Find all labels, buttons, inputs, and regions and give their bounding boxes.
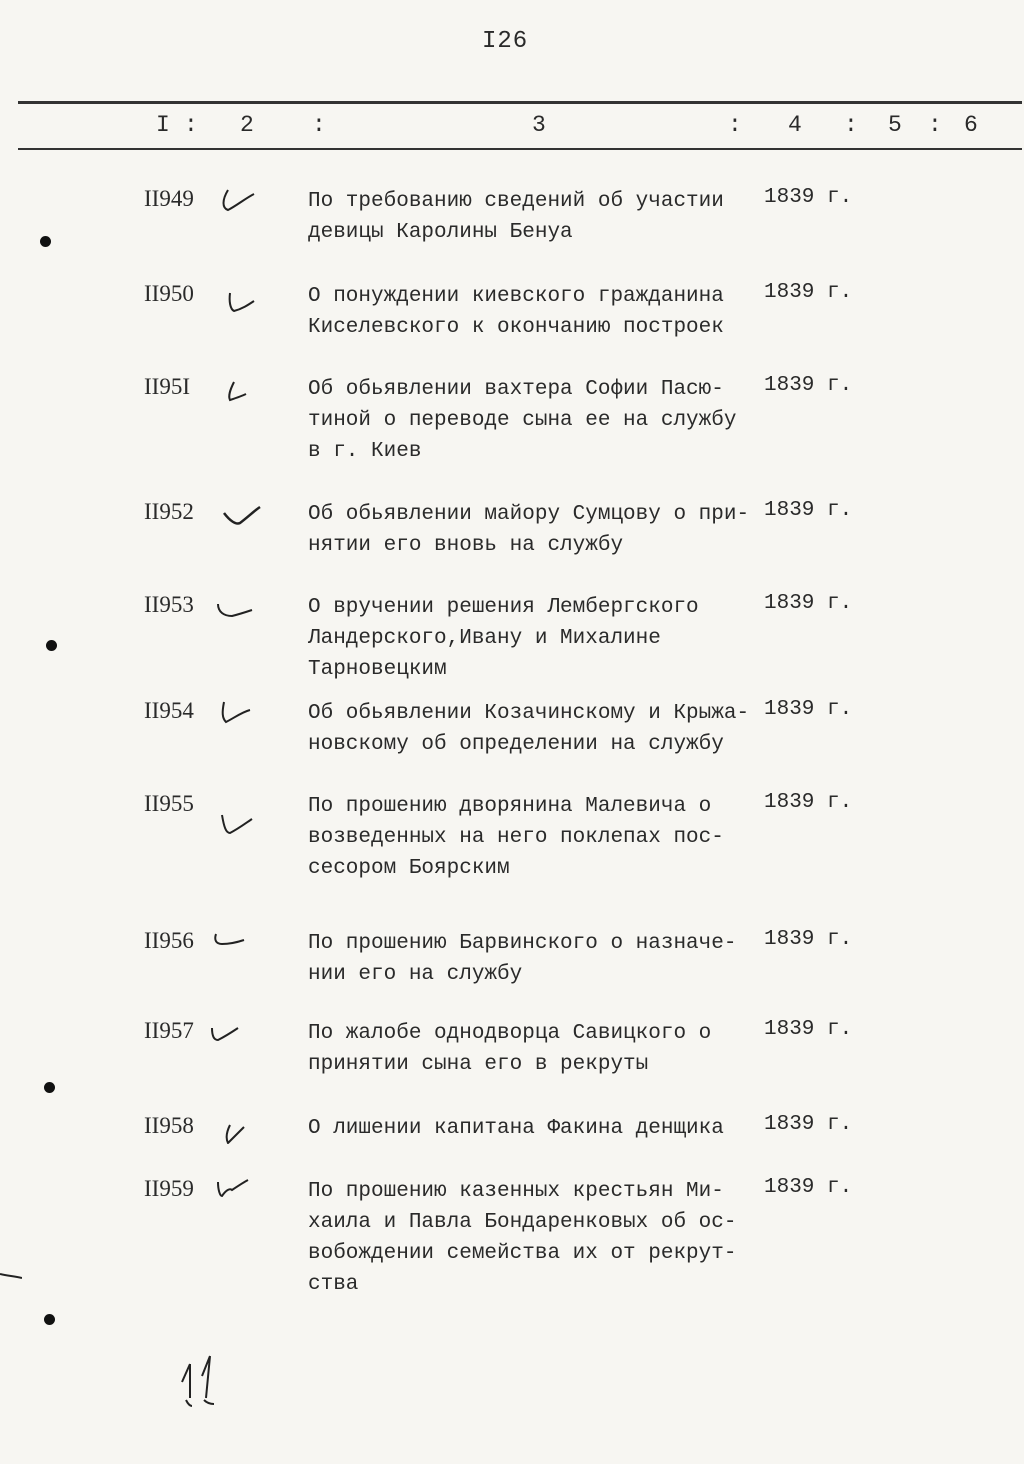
checkmark-icon [222, 499, 262, 539]
checkmark-icon [222, 374, 262, 414]
column-header-5: 5 [888, 112, 902, 138]
column-separator: : [928, 112, 942, 138]
column-header-3: 3 [532, 112, 546, 138]
punch-hole [46, 640, 57, 651]
column-header-2: 2 [240, 112, 254, 138]
checkmark-icon [218, 698, 258, 738]
checkmark-icon [210, 928, 250, 968]
case-description: По прошению дворянина Малевича о возведенных на него поклепах пос- сесором Боярским [308, 795, 724, 880]
case-number: II959 [144, 1176, 194, 1201]
case-date: 1839 г. [764, 374, 853, 397]
case-date: 1839 г. [764, 1113, 853, 1136]
case-date: 1839 г. [764, 186, 853, 209]
case-description: По требованию сведений об участии девицы Каролины Бенуа [308, 190, 724, 244]
punch-hole [44, 1082, 55, 1093]
case-date: 1839 г. [764, 592, 853, 615]
case-number: II954 [144, 698, 194, 723]
case-number: II955 [144, 791, 194, 816]
case-number: II952 [144, 499, 194, 524]
column-separator: : [844, 112, 858, 138]
case-number: II957 [144, 1018, 194, 1043]
case-date: 1839 г. [764, 499, 853, 522]
case-description: По прошению казенных крестьян Ми- хаила и Павла Бондаренковых об ос- вобождении семейства их от рекрут- ства [308, 1180, 737, 1296]
header-top-rule [18, 101, 1022, 104]
column-header-6: 6 [964, 112, 978, 138]
punch-hole [40, 236, 51, 247]
checkmark-icon [214, 1176, 254, 1216]
case-date: 1839 г. [764, 791, 853, 814]
checkmark-icon [216, 592, 256, 632]
case-number: II956 [144, 928, 194, 953]
case-number: II953 [144, 592, 194, 617]
checkmark-icon [208, 1018, 248, 1058]
punch-hole [44, 1314, 55, 1325]
case-number: II949 [144, 186, 194, 211]
checkmark-icon [218, 186, 258, 226]
case-description: Об обьявлении майору Сумцову о при- нятии его вновь на службу [308, 503, 750, 557]
column-header-1: I [156, 112, 170, 138]
case-date: 1839 г. [764, 281, 853, 304]
case-date: 1839 г. [764, 698, 853, 721]
column-header-4: 4 [788, 112, 802, 138]
margin-mark [0, 1272, 22, 1280]
checkmark-icon [218, 801, 258, 841]
case-description: О понуждении киевского гражданина Киселевского к окончанию построек [308, 285, 724, 339]
case-number: II950 [144, 281, 194, 306]
column-separator: : [184, 112, 198, 138]
column-separator: : [312, 112, 326, 138]
case-description: О вручении решения Лембергского Ландерского,Ивану и Михалине Тарновецким [308, 596, 699, 681]
case-number: II958 [144, 1113, 194, 1138]
page-number: I26 [482, 28, 529, 55]
header-bottom-rule [18, 148, 1022, 150]
case-date: 1839 г. [764, 1176, 853, 1199]
case-description: Об обьявлении Козачинскому и Крыжа- новскому об определении на службу [308, 702, 750, 756]
case-description: О лишении капитана Факина денщика [308, 1117, 724, 1140]
case-date: 1839 г. [764, 928, 853, 951]
case-description: По прошению Барвинского о назначе- нии его на службу [308, 932, 737, 986]
column-separator: : [728, 112, 742, 138]
case-description: По жалобе однодворца Савицкого о принятии сына его в рекруты [308, 1022, 712, 1076]
case-number: II95I [144, 374, 190, 399]
checkmark-icon [224, 281, 264, 321]
handwritten-count [176, 1350, 236, 1410]
case-description: Об обьявлении вахтера Софии Пасю- тиной о переводе сына ее на службу в г. Киев [308, 378, 737, 463]
checkmark-icon [222, 1113, 262, 1153]
case-date: 1839 г. [764, 1018, 853, 1041]
